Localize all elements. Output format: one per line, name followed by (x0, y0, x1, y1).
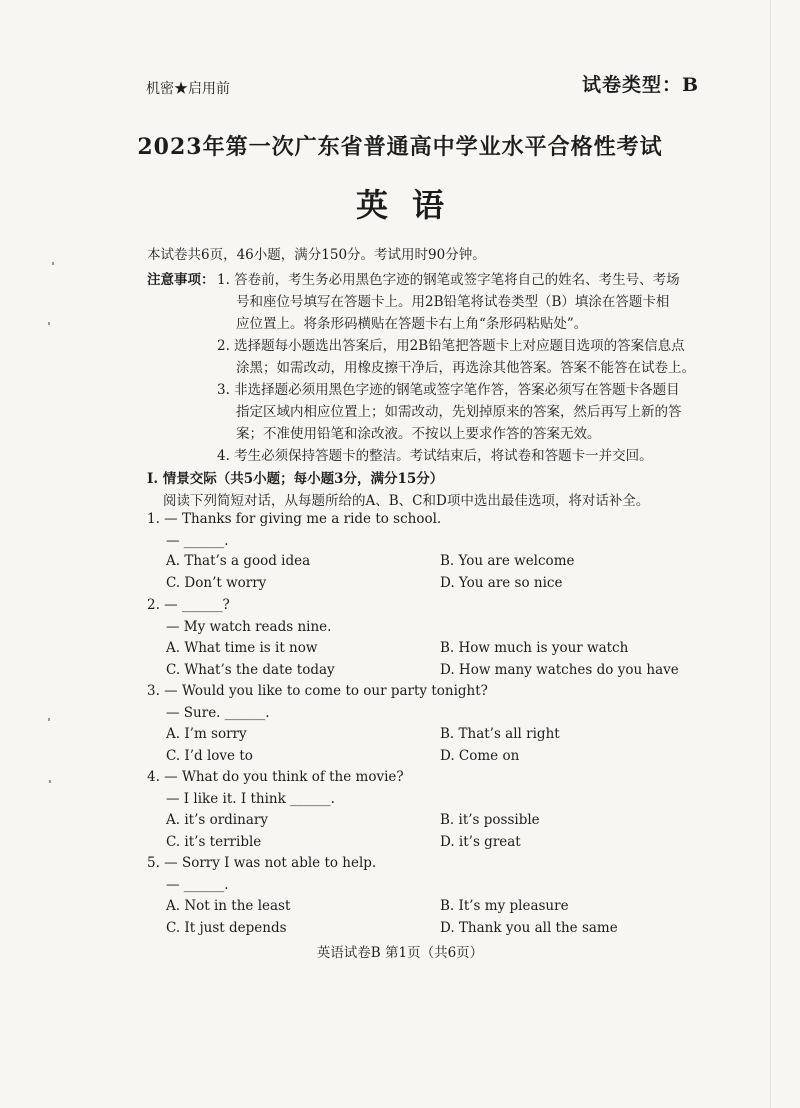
option-d: D. You are so nice (440, 575, 563, 591)
option-c: C. it’s terrible (166, 834, 262, 850)
scan-speck (49, 780, 51, 783)
option-d: D. it’s great (440, 834, 521, 850)
option-a: A. That’s a good idea (166, 553, 311, 569)
notice-line: 2. 选择题每小题选出答案后，用2B铅笔把答题卡上对应题目选项的答案信息点 (217, 338, 685, 354)
option-d: D. Come on (440, 748, 520, 764)
question-stem: 5. — Sorry I was not able to help. (147, 855, 377, 871)
option-c: C. Don’t worry (166, 575, 267, 591)
option-c: C. I’d love to (166, 748, 253, 764)
section-instruction: 阅读下列简短对话，从每题所给的A、B、C和D项中选出最佳选项，将对话补全。 (163, 493, 650, 509)
scan-speck (48, 718, 50, 721)
option-b: B. That’s all right (440, 726, 560, 742)
question-response: — ______. (166, 533, 229, 549)
notice-line: 案；不准使用铅笔和涂改液。不按以上要求作答的答案无效。 (236, 426, 601, 442)
notice-line: 指定区域内相应位置上；如需改动，先划掉原来的答案，然后再写上新的答 (236, 404, 682, 420)
option-b: B. It’s my pleasure (440, 898, 569, 914)
notice-line: 应位置上。将条形码横贴在答题卡右上角“条形码粘贴处”。 (236, 316, 588, 332)
option-b: B. You are welcome (440, 553, 575, 569)
scan-speck (48, 322, 50, 325)
question-stem: 3. — Would you like to come to our party tonight? (147, 683, 488, 699)
scan-speck (52, 262, 54, 265)
notice-label: 注意事项： (147, 272, 215, 288)
option-a: A. it’s ordinary (166, 812, 268, 828)
question-response: — I like it. I think ______. (166, 791, 335, 807)
notice-line: 号和座位号填写在答题卡上。用2B铅笔将试卷类型（B）填涂在答题卡相 (236, 294, 670, 310)
option-c: C. It just depends (166, 920, 287, 936)
paper-type-label: 试卷类型：B (582, 74, 700, 96)
exam-intro: 本试卷共6页，46小题，满分150分。考试用时90分钟。 (147, 247, 486, 263)
section-title: I. 情景交际（共5小题；每小题3分，满分15分） (147, 471, 444, 487)
option-a: A. What time is it now (166, 640, 318, 656)
notice-line: 4. 考生必须保持答题卡的整洁。考试结束后，将试卷和答题卡一并交回。 (217, 448, 653, 464)
confidential-label: 机密★启用前 (146, 81, 230, 97)
question-response: — My watch reads nine. (166, 619, 332, 635)
option-a: A. I’m sorry (166, 726, 247, 742)
question-response: — ______. (166, 877, 229, 893)
option-a: A. Not in the least (166, 898, 291, 914)
notice-line: 3. 非选择题必须用黑色字迹的钢笔或签字笔作答，答案必须写在答题卡各题目 (217, 382, 680, 398)
option-d: D. How many watches do you have (440, 662, 679, 678)
notice-line: 涂黑；如需改动，用橡皮擦干净后，再选涂其他答案。答案不能答在试卷上。 (236, 360, 695, 376)
page-footer: 英语试卷B 第1页（共6页） (316, 945, 484, 961)
option-d: D. Thank you all the same (440, 920, 618, 936)
option-b: B. it’s possible (440, 812, 540, 828)
question-stem: 1. — Thanks for giving me a ride to school. (147, 511, 442, 527)
question-stem: 4. — What do you think of the movie? (147, 769, 404, 785)
notice-line: 1. 答卷前，考生务必用黑色字迹的钢笔或签字笔将自己的姓名、考生号、考场 (217, 272, 680, 288)
subject-title: 英语 (355, 186, 468, 224)
question-response: — Sure. ______. (166, 705, 270, 721)
question-stem: 2. — ______? (147, 597, 230, 613)
option-c: C. What’s the date today (166, 662, 335, 678)
option-b: B. How much is your watch (440, 640, 629, 656)
exam-title: 2023年第一次广东省普通高中学业水平合格性考试 (137, 134, 663, 160)
